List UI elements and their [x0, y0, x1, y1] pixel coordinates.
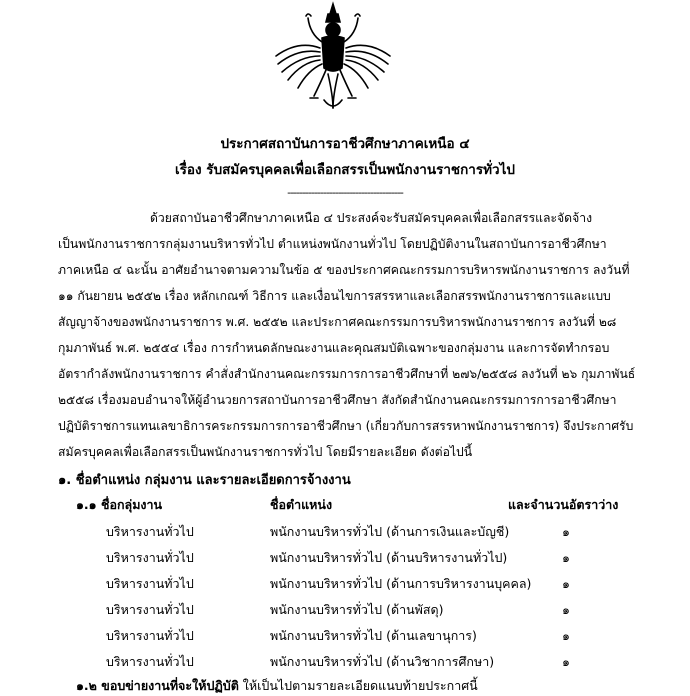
- group-cell: บริหารงานทั่วไป: [106, 524, 194, 539]
- count-cell: ๑: [562, 654, 570, 669]
- section-1-2-text: ให้เป็นไปตามรายละเอียดแนบท้ายประกาศนี้: [238, 678, 478, 693]
- group-cell: บริหารงานทั่วไป: [106, 550, 194, 565]
- count-cell: ๑: [562, 524, 570, 539]
- garuda-emblem-icon: [270, 0, 396, 112]
- group-cell: บริหารงานทั่วไป: [106, 628, 194, 643]
- section-1-2-line: [76, 676, 478, 696]
- body-line: สัญญาจ้างของพนักงานราชการ พ.ศ. ๒๕๕๒ และประกาศคณะกรรมการบริหารพนักงานราชการ ลงวันที่ ๒๘: [58, 315, 617, 329]
- col-header-position: ชื่อตำแหน่ง: [270, 497, 333, 512]
- count-cell: ๑: [562, 628, 570, 643]
- announcement-title: ประกาศสถาบันการอาชีวศึกษาภาคเหนือ ๔: [220, 136, 470, 152]
- count-cell: ๑: [562, 550, 570, 565]
- col-header-count: และจำนวนอัตราว่าง: [508, 497, 619, 512]
- body-line: ปฏิบัติราชการแทนเลขาธิการคระกรรมการการอาชีวศึกษา (เกี่ยวกับการสรรหาพนักงานราชการ) จึงประกาศรับ: [58, 419, 634, 433]
- group-cell: บริหารงานทั่วไป: [106, 602, 194, 617]
- position-cell: พนักงานบริหารทั่วไป (ด้านบริหารงานทั่วไป): [270, 550, 508, 565]
- body-line: อัตรากำลังพนักงานราชการ คำสั่งสำนักงานคณะกรรมการการอาชีวศึกษาที่ ๒๗๖/๒๕๕๘ ลงวันที่ ๒๖ กุมภาพันธ์: [58, 367, 636, 381]
- body-line: เป็นพนักงานราชการกลุ่มงานบริหารทั่วไป ตำแหน่งพนักงานทั่วไป โดยปฏิบัติงานในสถาบันการอาชีวศึกษา: [58, 237, 607, 251]
- group-cell: บริหารงานทั่วไป: [106, 654, 194, 669]
- position-cell: พนักงานบริหารทั่วไป (ด้านวิชาการศึกษา): [270, 654, 495, 669]
- position-cell: พนักงานบริหารทั่วไป (ด้านการเงินและบัญชี): [270, 524, 510, 539]
- count-cell: ๑: [562, 576, 570, 591]
- position-cell: พนักงานบริหารทั่วไป (ด้านการบริหารงานบุคคล): [270, 576, 532, 591]
- position-cell: พนักงานบริหารทั่วไป (ด้านเลขานุการ): [270, 628, 477, 643]
- body-line: ด้วยสถาบันอาชีวศึกษาภาคเหนือ ๔ ประสงค์จะรับสมัครบุคคลเพื่อเลือกสรรและจัดจ้าง: [150, 211, 593, 225]
- body-line: ภาคเหนือ ๔ ฉะนั้น อาศัยอำนาจตามความในข้อ ๕ ของประกาศคณะกรรมการบริหารพนักงานราชการ ลงวันที่: [58, 263, 630, 277]
- body-line: สมัครบุคคลเพื่อเลือกสรรเป็นพนักงานราชการทั่วไป โดยมีรายละเอียด ดังต่อไปนี้: [58, 445, 473, 459]
- col-header-group: ๑.๑ ชื่อกลุ่มงาน: [76, 497, 163, 512]
- body-line: ๑๑ กันยายน ๒๕๕๒ เรื่อง หลักเกณฑ์ วิธีการ และเงื่อนไขการสรรหาและเลือกสรรพนักงานราชการและแบบ: [58, 289, 611, 303]
- count-cell: ๑: [562, 602, 570, 617]
- separator-line: ---------------------------------------: [287, 186, 403, 199]
- section-1-2-heading: ๑.๒ ขอบข่ายงานที่จะให้ปฏิบัติ: [76, 678, 239, 693]
- group-cell: บริหารงานทั่วไป: [106, 576, 194, 591]
- section-1-heading: ๑. ชื่อตำแหน่ง กลุ่มงาน และรายละเอียดการจ้างงาน: [58, 473, 351, 488]
- body-line: กุมภาพันธ์ พ.ศ. ๒๕๕๔ เรื่อง การกำหนดลักษณะงานและคุณสมบัติเฉพาะของกลุ่มงาน และการจัดทำกรอบ: [58, 341, 610, 355]
- announcement-subject: เรื่อง รับสมัครบุคคลเพื่อเลือกสรรเป็นพนักงานราชการทั่วไป: [175, 162, 515, 178]
- body-line: ๒๕๕๘ เรื่องมอบอำนาจให้ผู้อำนวยการสถาบันการอาชีวศึกษา สังกัดสำนักงานคณะกรรมการการอาชีวศึกษา: [58, 393, 617, 407]
- position-cell: พนักงานบริหารทั่วไป (ด้านพัสดุ): [270, 602, 444, 617]
